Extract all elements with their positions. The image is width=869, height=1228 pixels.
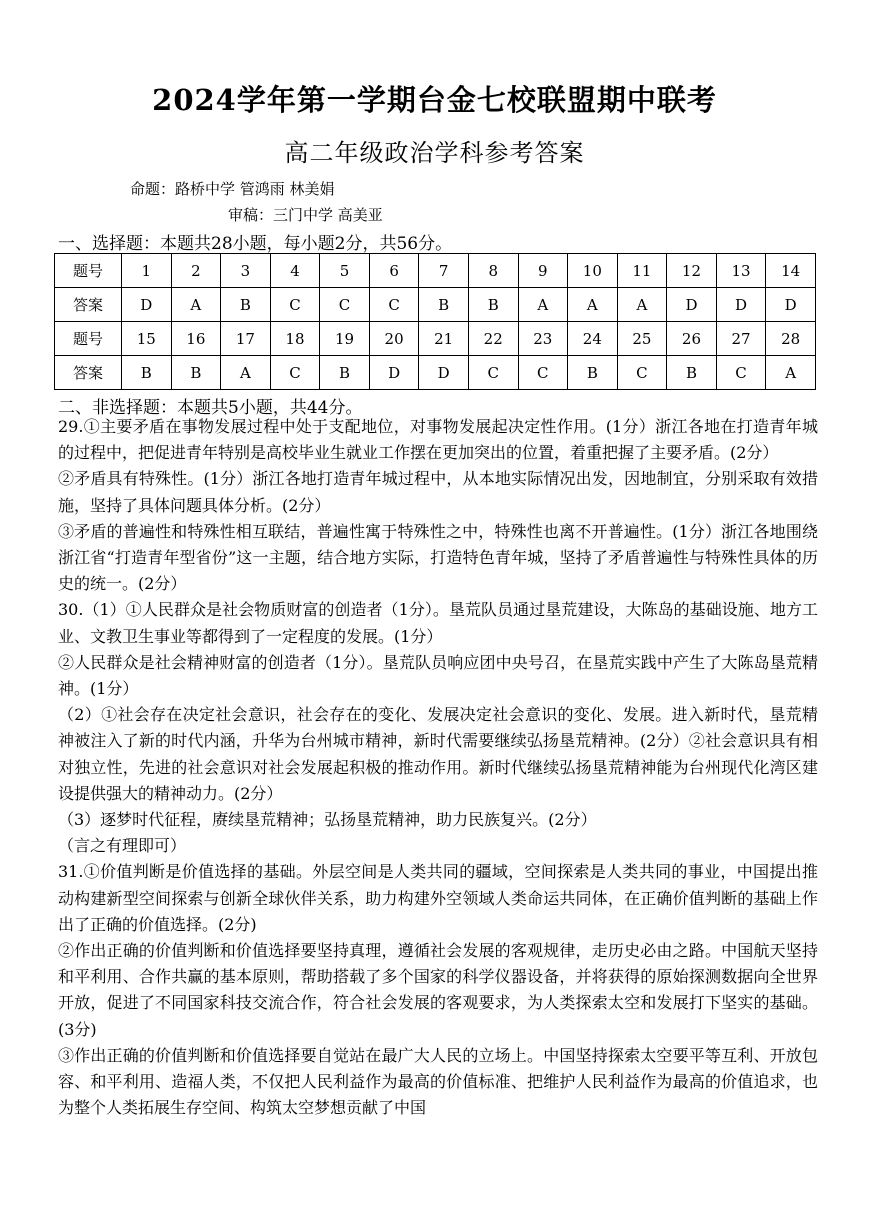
answer-body <box>58 414 818 1121</box>
question-number-cell: 14 <box>766 254 816 288</box>
answer-cell: C <box>320 288 370 322</box>
answer-cell: D <box>667 288 717 322</box>
answer-row-label: 答案 <box>55 356 122 390</box>
answer-paragraph: ②人民群众是社会精神财富的创造者（1分）。垦荒队员响应团中央号召，在垦荒实践中产生了大陈岛垦荒精神。(1分） <box>58 652 818 699</box>
question-number-cell: 13 <box>716 254 766 288</box>
answer-cell: A <box>518 288 568 322</box>
answer-cell: C <box>270 356 320 390</box>
section-2-heading: 二、非选择题：本题共5小题，共44分。 <box>58 398 363 418</box>
answer-cell: B <box>320 356 370 390</box>
answer-cell: D <box>716 288 766 322</box>
answer-cell: A <box>171 288 221 322</box>
answer-cell: A <box>568 288 618 322</box>
question-number-cell: 19 <box>320 322 370 356</box>
table-row <box>55 288 816 322</box>
answer-cell: C <box>369 288 419 322</box>
authors-line: 命题：路桥中学 管鸿雨 林美娟 <box>130 180 335 198</box>
question-number-cell: 18 <box>270 322 320 356</box>
answer-cell: D <box>766 288 816 322</box>
answer-cell: B <box>419 288 469 322</box>
question-number-cell: 1 <box>122 254 172 288</box>
answer-paragraph: ③矛盾的普遍性和特殊性相互联结，普遍性寓于特殊性之中，特殊性也离不开普遍性。(1分）浙江各地围绕浙江省“打造青年型省份”这一主题，结合地方实际，打造特色青年城，坚持了矛盾普遍性与特殊性具体的历史的统一。(2分） <box>58 521 818 594</box>
number-row-label: 题号 <box>55 254 122 288</box>
answer-paragraph: 31.①价值判断是价值选择的基础。外层空间是人类共同的疆域，空间探索是人类共同的事业，中国提出推动构建新型空间探索与创新全球伙伴关系，助力构建外空领域人类命运共同体，在正确价值判断的基础上作出了正确的价值选择。(2分) <box>58 862 818 934</box>
question-number-cell: 17 <box>221 322 271 356</box>
answer-cell: B <box>667 356 717 390</box>
answer-cell: B <box>568 356 618 390</box>
answer-paragraph: （3）逐梦时代征程，赓续垦荒精神；弘扬垦荒精神，助力民族复兴。(2分） <box>58 810 597 830</box>
question-number-cell: 5 <box>320 254 370 288</box>
answer-cell: A <box>766 356 816 390</box>
answer-cell: C <box>617 356 667 390</box>
question-number-cell: 10 <box>568 254 618 288</box>
question-number-cell: 27 <box>716 322 766 356</box>
question-number-cell: 9 <box>518 254 568 288</box>
question-number-cell: 20 <box>369 322 419 356</box>
answer-row-label: 答案 <box>55 288 122 322</box>
question-number-cell: 4 <box>270 254 320 288</box>
table-row <box>55 356 816 390</box>
question-number-cell: 28 <box>766 322 816 356</box>
question-number-cell: 2 <box>171 254 221 288</box>
question-number-cell: 7 <box>419 254 469 288</box>
answer-cell: B <box>468 288 518 322</box>
question-number-cell: 22 <box>468 322 518 356</box>
answer-paragraph: 29.①主要矛盾在事物发展过程中处于支配地位，对事物发展起决定性作用。(1分）浙江各地在打造青年城的过程中，把促进青年特别是高校毕业生就业工作摆在更加突出的位置，着重把握了主要矛盾。(2分） <box>58 417 818 463</box>
answer-cell: B <box>221 288 271 322</box>
answer-paragraph: ②矛盾具有特殊性。(1分）浙江各地打造青年城过程中，从本地实际情况出发，因地制宜，分别采取有效措施，坚持了具体问题具体分析。(2分） <box>58 469 818 515</box>
page-title: 2024学年第一学期台金七校联盟期中联考 <box>152 83 717 117</box>
answer-paragraph: ②作出正确的价值判断和价值选择要坚持真理，遵循社会发展的客观规律，走历史必由之路。中国航天坚持和平利用、合作共赢的基本原则，帮助搭载了多个国家的科学仪器设备，并将获得的原始探测数据向全世界开放，促进了不同国家科技交流合作，符合社会发展的客观要求，为人类探索太空和发展打下坚实的基础。(3分) <box>58 941 818 1039</box>
answer-cell: D <box>122 288 172 322</box>
section-1-heading: 一、选择题：本题共28小题，每小题2分，共56分。 <box>58 234 453 254</box>
question-number-cell: 23 <box>518 322 568 356</box>
question-number-cell: 3 <box>221 254 271 288</box>
question-number-cell: 24 <box>568 322 618 356</box>
answer-cell: B <box>122 356 172 390</box>
answer-paragraph: ③作出正确的价值判断和价值选择要自觉站在最广大人民的立场上。中国坚持探索太空要平等互利、开放包容、和平利用、造福人类，不仅把人民利益作为最高的价值标准、把维护人民利益作为最高的价值追求，也为整个人类拓展生存空间、构筑太空梦想贡献了中国 <box>58 1045 818 1118</box>
answer-cell: B <box>171 356 221 390</box>
number-row-label: 题号 <box>55 322 122 356</box>
answer-cell: C <box>270 288 320 322</box>
answer-cell: D <box>369 356 419 390</box>
answer-cell: A <box>221 356 271 390</box>
question-number-cell: 26 <box>667 322 717 356</box>
answer-cell: D <box>419 356 469 390</box>
table-row <box>55 254 816 288</box>
question-number-cell: 16 <box>171 322 221 356</box>
answer-cell: A <box>617 288 667 322</box>
question-number-cell: 21 <box>419 322 469 356</box>
reviewer-line: 审稿：三门中学 高美亚 <box>228 206 383 224</box>
answer-paragraph: （言之有理即可） <box>58 836 187 856</box>
answer-cell: C <box>518 356 568 390</box>
page-subtitle: 高二年级政治学科参考答案 <box>284 139 585 167</box>
question-number-cell: 15 <box>122 322 172 356</box>
answer-cell: C <box>716 356 766 390</box>
table-row <box>55 322 816 356</box>
question-number-cell: 11 <box>617 254 667 288</box>
answer-paragraph: 30.（1）①人民群众是社会物质财富的创造者（1分）。垦荒队员通过垦荒建设，大陈岛的基础设施、地方工业、文教卫生事业等都得到了一定程度的发展。(1分） <box>58 600 818 646</box>
question-number-cell: 6 <box>369 254 419 288</box>
question-number-cell: 25 <box>617 322 667 356</box>
question-number-cell: 12 <box>667 254 717 288</box>
answer-cell: C <box>468 356 518 390</box>
question-number-cell: 8 <box>468 254 518 288</box>
answer-paragraph: （2）①社会存在决定社会意识，社会存在的变化、发展决定社会意识的变化、发展。进入新时代，垦荒精神被注入了新的时代内涵，升华为台州城市精神，新时代需要继续弘扬垦荒精神。(2分）②社会意识具有相对独立性，先进的社会意识对社会发展起积极的推动作用。新时代继续弘扬垦荒精神能为台州现代化湾区建设提供强大的精神动力。(2分） <box>58 705 818 803</box>
answer-table <box>54 253 816 390</box>
